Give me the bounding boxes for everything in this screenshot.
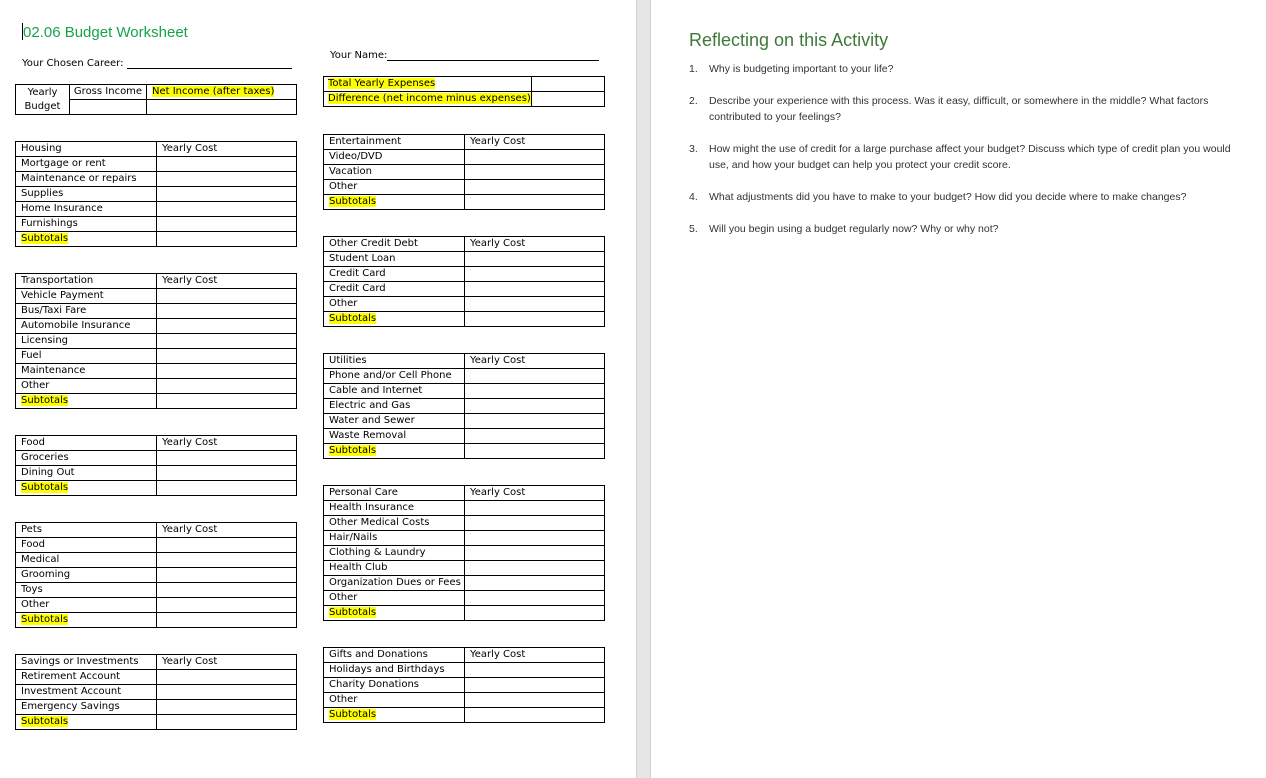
page-gutter — [636, 0, 651, 778]
cost-cell[interactable] — [465, 606, 605, 621]
line-item-label: Other — [324, 297, 465, 312]
subtotals-cell — [16, 715, 157, 730]
line-item-label: Vacation — [324, 165, 465, 180]
table-header-row — [16, 274, 297, 289]
yearly-cost-header: Yearly Cost — [157, 142, 297, 157]
table-row — [324, 165, 605, 180]
career-field[interactable] — [22, 58, 292, 69]
question-number: 3. — [689, 143, 698, 155]
name-label: Your Name: — [330, 50, 388, 61]
line-item-label: Automobile Insurance — [16, 319, 157, 334]
cost-cell[interactable] — [465, 501, 605, 516]
category-header: Housing — [16, 142, 157, 157]
cost-cell[interactable] — [157, 379, 297, 394]
category-header: Food — [16, 436, 157, 451]
line-item-label: Dining Out — [16, 466, 157, 481]
question-number: 2. — [689, 95, 698, 107]
cost-cell[interactable] — [157, 334, 297, 349]
subtotals-label: Subtotals — [329, 607, 377, 618]
line-item-label: Phone and/or Cell Phone — [324, 369, 465, 384]
question-text: Will you begin using a budget regularly now? Why or why not? — [709, 223, 999, 235]
cost-cell[interactable] — [157, 553, 297, 568]
line-item-label: Health Insurance — [324, 501, 465, 516]
cost-cell[interactable] — [465, 516, 605, 531]
line-item-label: Furnishings — [16, 217, 157, 232]
table-row — [324, 516, 605, 531]
subtotals-label: Subtotals — [329, 445, 377, 456]
subtotals-cell — [16, 481, 157, 496]
question-text: Describe your experience with this process. Was it easy, difficult, or somewhere in the middle? What factors contributed to your feelings? — [709, 95, 1209, 123]
subtotals-label: Subtotals — [21, 395, 69, 406]
savings-table — [15, 654, 297, 730]
table-header-row — [324, 237, 605, 252]
table-header-row — [16, 436, 297, 451]
net-income-label: Net Income (after taxes) — [152, 86, 275, 97]
subtotals-label: Subtotals — [21, 614, 69, 625]
name-field[interactable] — [330, 50, 599, 61]
table-row — [324, 663, 605, 678]
table-row — [324, 693, 605, 708]
line-item-label: Maintenance — [16, 364, 157, 379]
table-row — [324, 297, 605, 312]
table-row — [16, 715, 297, 730]
table-header-row — [324, 135, 605, 150]
table-row — [16, 481, 297, 496]
table-header-row — [16, 523, 297, 538]
cost-cell[interactable] — [157, 187, 297, 202]
cost-cell[interactable] — [465, 678, 605, 693]
question-number: 5. — [689, 223, 698, 235]
category-header: Other Credit Debt — [324, 237, 465, 252]
cost-cell[interactable] — [465, 369, 605, 384]
cost-cell[interactable] — [465, 531, 605, 546]
table-header-row — [324, 354, 605, 369]
yearly-cost-header: Yearly Cost — [157, 436, 297, 451]
table-row — [324, 501, 605, 516]
question-text: What adjustments did you have to make to your budget? How did you decide where to make changes? — [709, 191, 1187, 203]
gross-income-cell[interactable] — [70, 100, 147, 115]
cost-cell[interactable] — [465, 297, 605, 312]
question-text: How might the use of credit for a large purchase affect your budget? Discuss which type of credit plan you would use, and how your budget can help you protect your credit score. — [709, 143, 1231, 171]
table-row — [16, 364, 297, 379]
yearly-cost-header: Yearly Cost — [157, 523, 297, 538]
credit-table — [323, 236, 605, 327]
table-row — [324, 252, 605, 267]
line-item-label: Electric and Gas — [324, 399, 465, 414]
subtotals-label: Subtotals — [21, 233, 69, 244]
table-row — [16, 670, 297, 685]
personal-care-table — [323, 485, 605, 621]
table-row — [324, 561, 605, 576]
cost-cell[interactable] — [465, 414, 605, 429]
table-row — [16, 700, 297, 715]
table-row — [16, 202, 297, 217]
line-item-label: Cable and Internet — [324, 384, 465, 399]
table-row — [16, 568, 297, 583]
line-item-label: Charity Donations — [324, 678, 465, 693]
cost-cell[interactable] — [157, 481, 297, 496]
subtotals-cell — [324, 195, 465, 210]
line-item-label: Waste Removal — [324, 429, 465, 444]
reflection-page — [651, 0, 1266, 778]
cost-cell[interactable] — [465, 708, 605, 723]
cost-cell[interactable] — [465, 444, 605, 459]
yearly-budget-line2: Budget — [24, 100, 61, 112]
totals-table — [323, 76, 605, 107]
cost-cell[interactable] — [157, 685, 297, 700]
subtotals-label: Subtotals — [329, 313, 377, 324]
cost-cell[interactable] — [157, 700, 297, 715]
line-item-label: Hair/Nails — [324, 531, 465, 546]
total-yearly-label-cell — [324, 77, 532, 92]
cost-cell[interactable] — [157, 568, 297, 583]
table-row — [324, 429, 605, 444]
table-row — [324, 576, 605, 591]
table-row — [324, 678, 605, 693]
table-row — [324, 546, 605, 561]
cost-cell[interactable] — [157, 217, 297, 232]
line-item-label: Food — [16, 538, 157, 553]
question-text: Why is budgeting important to your life? — [709, 63, 894, 75]
table-row — [324, 195, 605, 210]
cost-cell[interactable] — [465, 384, 605, 399]
yearly-cost-header: Yearly Cost — [465, 486, 605, 501]
yearly-budget-cell — [16, 85, 70, 115]
cost-cell[interactable] — [465, 663, 605, 678]
table-row — [16, 613, 297, 628]
line-item-label: Supplies — [16, 187, 157, 202]
cost-cell[interactable] — [157, 394, 297, 409]
cost-cell[interactable] — [157, 613, 297, 628]
subtotals-cell — [324, 606, 465, 621]
cost-cell[interactable] — [465, 576, 605, 591]
transportation-table — [15, 273, 297, 409]
net-income-header — [147, 85, 297, 100]
line-item-label: Clothing & Laundry — [324, 546, 465, 561]
question-number: 4. — [689, 191, 698, 203]
cost-cell[interactable] — [465, 312, 605, 327]
income-table — [15, 84, 297, 115]
cost-cell[interactable] — [157, 715, 297, 730]
cost-cell[interactable] — [465, 180, 605, 195]
category-header: Personal Care — [324, 486, 465, 501]
cost-cell[interactable] — [157, 304, 297, 319]
line-item-label: Health Club — [324, 561, 465, 576]
cost-cell[interactable] — [157, 583, 297, 598]
cost-cell[interactable] — [465, 399, 605, 414]
line-item-label: Grooming — [16, 568, 157, 583]
table-row — [16, 379, 297, 394]
cost-cell[interactable] — [465, 195, 605, 210]
career-label: Your Chosen Career: — [22, 58, 124, 69]
category-header: Pets — [16, 523, 157, 538]
table-row — [324, 267, 605, 282]
table-row — [324, 282, 605, 297]
line-item-label: Other — [324, 693, 465, 708]
table-row — [324, 369, 605, 384]
yearly-cost-header: Yearly Cost — [465, 354, 605, 369]
total-yearly-cell[interactable] — [532, 77, 605, 92]
line-item-label: Student Loan — [324, 252, 465, 267]
cost-cell[interactable] — [157, 349, 297, 364]
line-item-label: Bus/Taxi Fare — [16, 304, 157, 319]
line-item-label: Other Medical Costs — [324, 516, 465, 531]
subtotals-cell — [16, 613, 157, 628]
table-row — [16, 583, 297, 598]
table-row — [324, 444, 605, 459]
line-item-label: Vehicle Payment — [16, 289, 157, 304]
subtotals-cell — [16, 394, 157, 409]
career-line[interactable] — [127, 58, 292, 69]
cost-cell[interactable] — [157, 172, 297, 187]
table-row — [16, 394, 297, 409]
line-item-label: Home Insurance — [16, 202, 157, 217]
cost-cell[interactable] — [157, 364, 297, 379]
table-row — [16, 217, 297, 232]
table-header-row — [16, 655, 297, 670]
difference-label: Difference (net income minus expenses) — [328, 93, 531, 104]
yearly-cost-header: Yearly Cost — [465, 648, 605, 663]
table-row — [16, 349, 297, 364]
line-item-label: Credit Card — [324, 267, 465, 282]
worksheet-title[interactable]: 02.06 Budget Worksheet — [23, 24, 188, 41]
table-row — [16, 538, 297, 553]
cost-cell[interactable] — [465, 252, 605, 267]
line-item-label: Other — [324, 591, 465, 606]
table-row — [324, 399, 605, 414]
table-row — [16, 304, 297, 319]
cost-cell[interactable] — [465, 561, 605, 576]
category-header: Savings or Investments — [16, 655, 157, 670]
cost-cell[interactable] — [157, 451, 297, 466]
cost-cell[interactable] — [157, 202, 297, 217]
difference-label-cell — [324, 92, 532, 107]
subtotals-label: Subtotals — [21, 482, 69, 493]
line-item-label: Groceries — [16, 451, 157, 466]
housing-table — [15, 141, 297, 247]
table-row — [16, 553, 297, 568]
table-row — [324, 384, 605, 399]
table-row — [16, 685, 297, 700]
line-item-label: Emergency Savings — [16, 700, 157, 715]
table-row — [324, 180, 605, 195]
table-row — [324, 708, 605, 723]
line-item-label: Mortgage or rent — [16, 157, 157, 172]
entertainment-table — [323, 134, 605, 210]
subtotals-label: Subtotals — [21, 716, 69, 727]
line-item-label: Licensing — [16, 334, 157, 349]
cost-cell[interactable] — [465, 267, 605, 282]
yearly-cost-header: Yearly Cost — [465, 135, 605, 150]
yearly-budget-line1: Yearly — [27, 86, 58, 98]
food-table — [15, 435, 297, 496]
cost-cell[interactable] — [465, 693, 605, 708]
table-row — [16, 598, 297, 613]
table-row — [16, 451, 297, 466]
table-row — [324, 591, 605, 606]
cost-cell[interactable] — [465, 282, 605, 297]
category-header: Utilities — [324, 354, 465, 369]
cost-cell[interactable] — [465, 150, 605, 165]
difference-cell[interactable] — [532, 92, 605, 107]
category-header: Entertainment — [324, 135, 465, 150]
line-item-label: Investment Account — [16, 685, 157, 700]
table-row — [16, 334, 297, 349]
table-row — [16, 319, 297, 334]
line-item-label: Organization Dues or Fees — [324, 576, 465, 591]
subtotals-cell — [324, 708, 465, 723]
reflection-title: Reflecting on this Activity — [689, 30, 889, 50]
table-row — [16, 232, 297, 247]
table-row — [16, 187, 297, 202]
cost-cell[interactable] — [465, 429, 605, 444]
subtotals-cell — [16, 232, 157, 247]
table-header-row — [324, 486, 605, 501]
line-item-label: Other — [16, 379, 157, 394]
line-item-label: Credit Card — [324, 282, 465, 297]
table-row — [324, 606, 605, 621]
table-row — [324, 312, 605, 327]
total-yearly-label: Total Yearly Expenses — [328, 78, 436, 89]
line-item-label: Holidays and Birthdays — [324, 663, 465, 678]
category-header: Gifts and Donations — [324, 648, 465, 663]
table-header-row — [16, 142, 297, 157]
table-row — [16, 466, 297, 481]
line-item-label: Other — [324, 180, 465, 195]
category-header: Transportation — [16, 274, 157, 289]
table-row — [324, 150, 605, 165]
yearly-cost-header: Yearly Cost — [157, 274, 297, 289]
cost-cell[interactable] — [465, 165, 605, 180]
table-row — [16, 157, 297, 172]
cost-cell[interactable] — [465, 591, 605, 606]
cost-cell[interactable] — [157, 670, 297, 685]
utilities-table — [323, 353, 605, 459]
yearly-cost-header: Yearly Cost — [157, 655, 297, 670]
gifts-table — [323, 647, 605, 723]
gross-income-header: Gross Income — [70, 85, 147, 100]
subtotals-cell — [324, 312, 465, 327]
line-item-label: Toys — [16, 583, 157, 598]
net-income-cell[interactable] — [147, 100, 297, 115]
pets-table — [15, 522, 297, 628]
subtotals-label: Subtotals — [329, 709, 377, 720]
table-row — [324, 531, 605, 546]
table-header-row — [324, 648, 605, 663]
name-line[interactable] — [387, 50, 599, 61]
cost-cell[interactable] — [157, 538, 297, 553]
cost-cell[interactable] — [157, 232, 297, 247]
cost-cell[interactable] — [157, 289, 297, 304]
table-row — [16, 289, 297, 304]
cost-cell[interactable] — [157, 598, 297, 613]
cost-cell[interactable] — [157, 157, 297, 172]
cost-cell[interactable] — [465, 546, 605, 561]
line-item-label: Water and Sewer — [324, 414, 465, 429]
table-row — [324, 414, 605, 429]
subtotals-cell — [324, 444, 465, 459]
yearly-cost-header: Yearly Cost — [465, 237, 605, 252]
cost-cell[interactable] — [157, 319, 297, 334]
line-item-label: Maintenance or repairs — [16, 172, 157, 187]
line-item-label: Retirement Account — [16, 670, 157, 685]
line-item-label: Video/DVD — [324, 150, 465, 165]
cost-cell[interactable] — [157, 466, 297, 481]
line-item-label: Medical — [16, 553, 157, 568]
subtotals-label: Subtotals — [329, 196, 377, 207]
question-number: 1. — [689, 63, 698, 75]
line-item-label: Other — [16, 598, 157, 613]
table-row — [16, 172, 297, 187]
line-item-label: Fuel — [16, 349, 157, 364]
